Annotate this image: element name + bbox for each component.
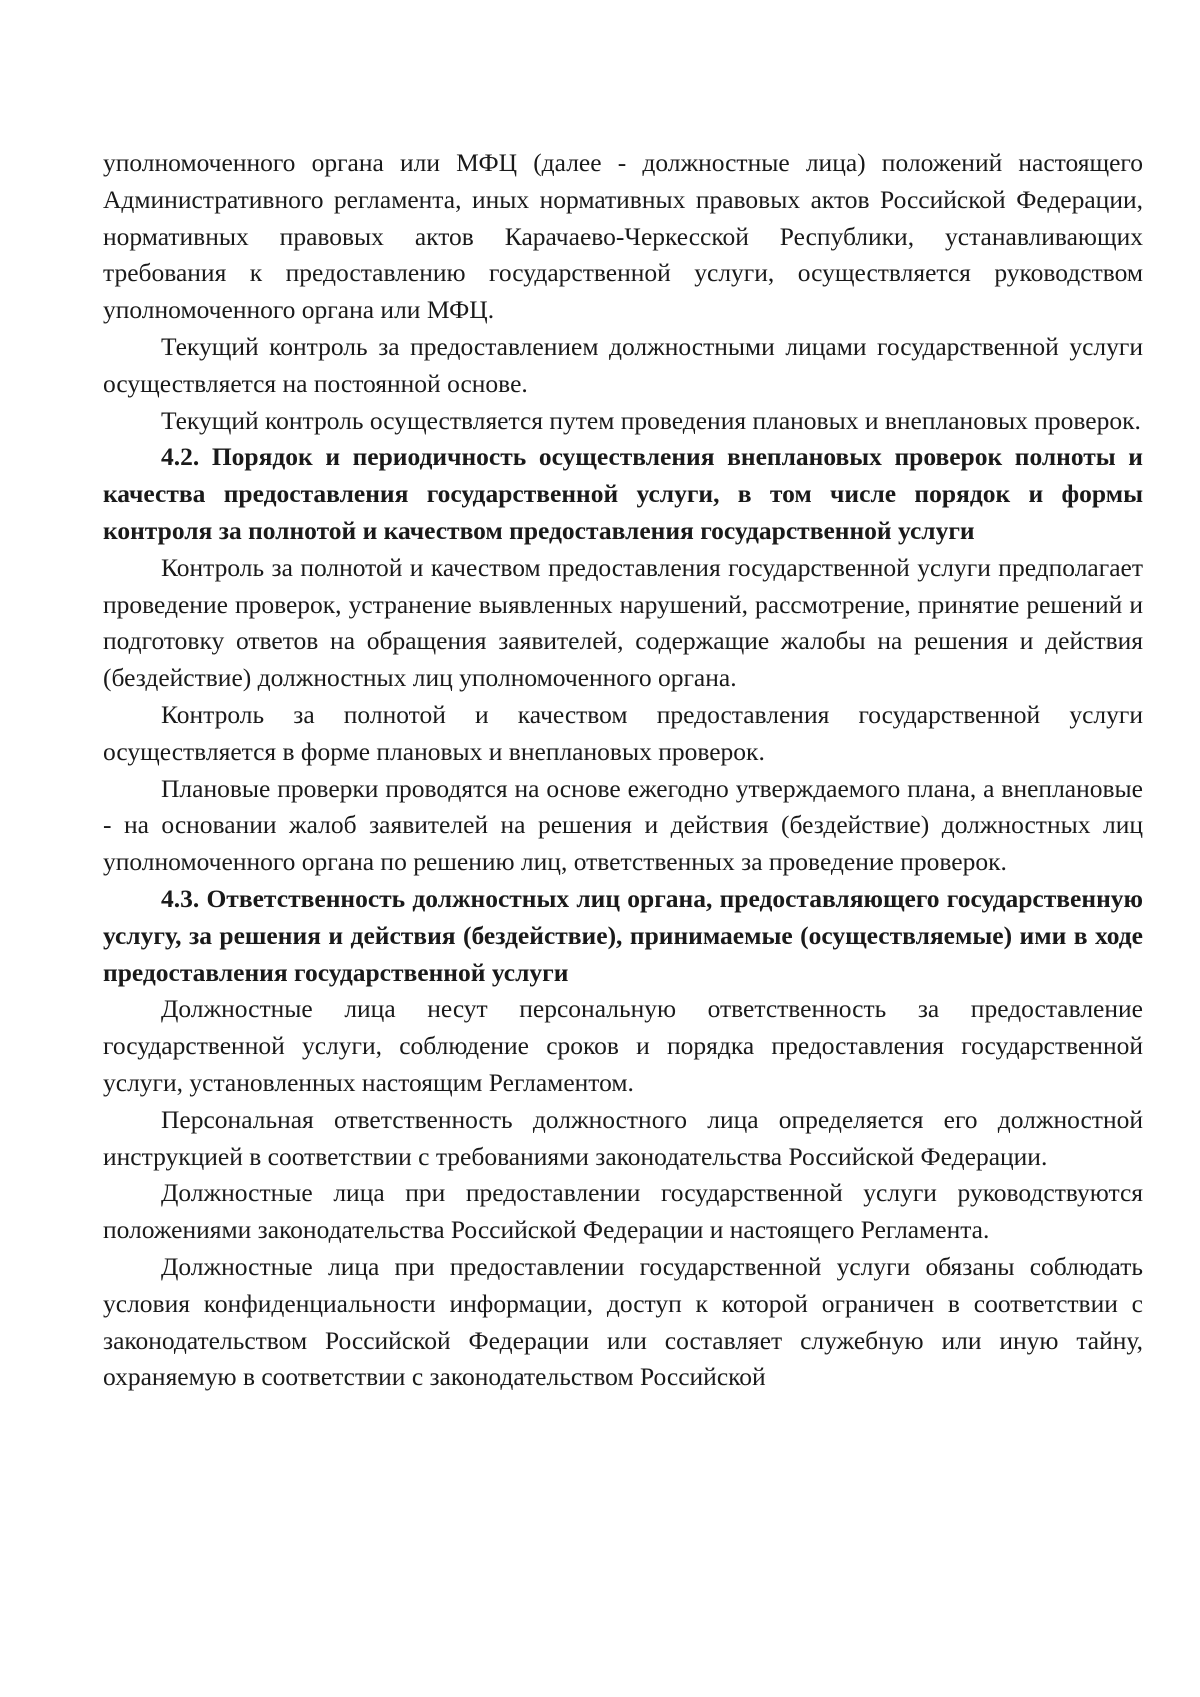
paragraph-current-control-checks: Текущий контроль осуществляется путем проведения плановых и внеплановых проверок.	[161, 405, 1141, 435]
paragraph-responsibility-intro: уполномоченного органа или МФЦ (далее - должностные лица) положений настоящего Административного регламента, иных нормативных правовых актов Российской Федерации, нормативных правовых актов Карачаево-Черкесской Республики, устанавливающих требования к предоставлению государственной услуги, осуществляется руководством уполномоченного органа или МФЦ.	[103, 148, 1143, 325]
paragraph-control-form: Контроль за полнотой и качеством предоставления государственной услуги осуществляется в форме плановых и внеплановых проверок.	[103, 699, 1143, 766]
paragraph-job-instruction: Персональная ответственность должностного лица определяется его должностной инструкцией в соответствии с требованиями законодательства Российской Федерации.	[103, 1104, 1143, 1171]
section-heading-4-3: 4.3. Ответственность должностных лиц органа, предоставляющего государственную услугу, за решения и действия (бездействие), принимаемые (осуществляемые) ими в ходе предоставления государственной услуги	[103, 883, 1143, 987]
paragraph-personal-responsibility: Должностные лица несут персональную ответственность за предоставление государственной услуги, соблюдение сроков и порядка предоставления государственной услуги, установленных настоящим Регламентом.	[103, 994, 1143, 1097]
paragraph-current-control: Текущий контроль за предоставлением должностными лицами государственной услуги осуществляется на постоянной основе.	[103, 331, 1143, 398]
section-heading-4-2: 4.2. Порядок и периодичность осуществления внеплановых проверок полноты и качества предоставления государственной услуги, в том числе порядок и формы контроля за полнотой и качеством предоставления государственной услуги	[103, 442, 1143, 545]
document-page	[103, 145, 1143, 1396]
paragraph-planned-checks: Плановые проверки проводятся на основе ежегодно утверждаемого плана, а внеплановые - на основании жалоб заявителей на решения и действия (бездействие) должностных лиц уполномоченного органа по решению лиц, ответственных за проведение проверок.	[103, 773, 1143, 877]
paragraph-control-quality: Контроль за полнотой и качеством предоставления государственной услуги предполагает проведение проверок, устранение выявленных нарушений, рассмотрение, принятие решений и подготовку ответов на обращения заявителей, содержащие жалобы на решения и действия (бездействие) должностных лиц уполномоченного органа.	[103, 552, 1143, 693]
paragraph-confidentiality: Должностные лица при предоставлении государственной услуги обязаны соблюдать условия конфиденциальности информации, доступ к которой ограничен в соответствии с законодательством Российской Федерации или составляет служебную или иную тайну, охраняемую в соответствии с законодательством Российской	[103, 1251, 1143, 1392]
paragraph-legislation-guidance: Должностные лица при предоставлении государственной услуги руководствуются положениями законодательства Российской Федерации и настоящего Регламента.	[103, 1178, 1143, 1245]
